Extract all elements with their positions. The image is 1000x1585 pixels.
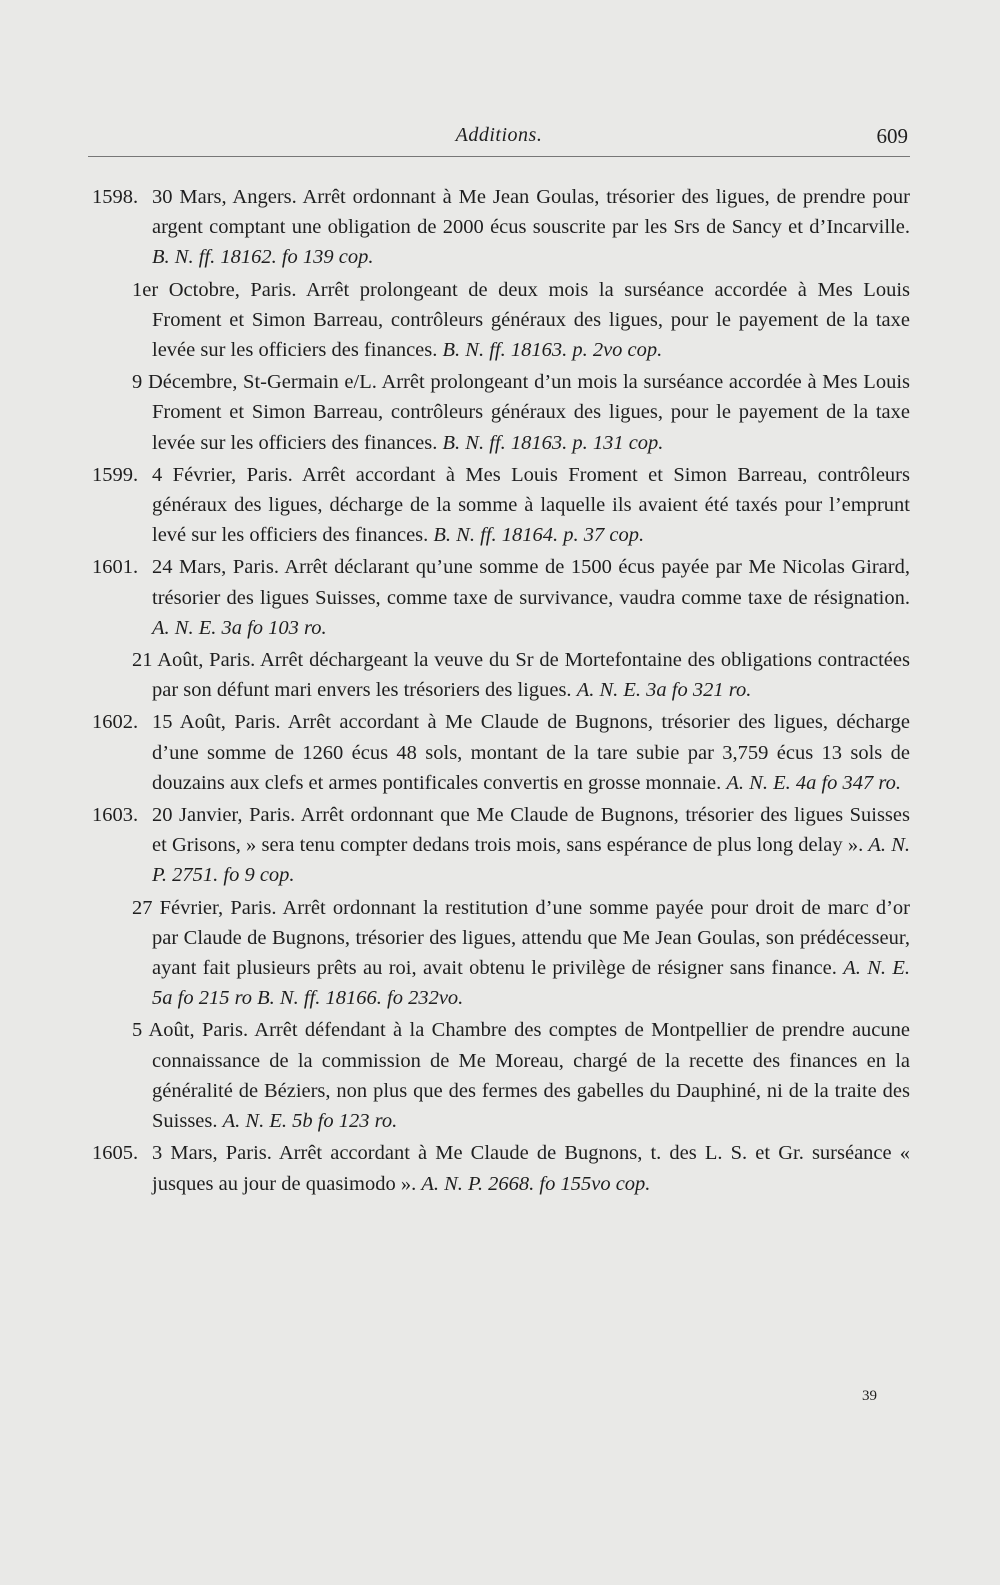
entry-reference: A. N. E. 3a fo 321 ro.: [576, 679, 752, 702]
entry: [92, 182, 910, 273]
entry-reference: B. N. ff. 18163. p. 2vo cop.: [442, 339, 663, 362]
entry: [92, 552, 910, 643]
entry-reference: B. N. ff. 18164. p. 37 cop.: [433, 524, 645, 547]
page-number: 609: [876, 124, 908, 148]
entry-reference: A. N. E. 5a fo 215 ro B. N. ff. 18166. fo 232vo.: [152, 957, 910, 1010]
entry-reference: A. N. E. 4a fo 347 ro.: [726, 771, 902, 794]
page-header: [88, 124, 910, 157]
entry-year: 1603.: [92, 804, 139, 827]
entry-year: 1602.: [92, 711, 139, 734]
entry-text: 27 Février, Paris. Arrêt ordonnant la restitution d’une somme payée pour droit de marc d’or par Claude de Bugnons, trésorier des ligues, attendu que Me Jean Goulas, son prédécesseur, ayant fait plusieurs prêts au roi, avait obtenu le privilège de résigner sans finance.: [132, 896, 910, 980]
entry: [92, 367, 910, 458]
entry-year: 1605.: [92, 1142, 139, 1165]
entry-reference: B. N. ff. 18163. p. 131 cop.: [442, 431, 664, 454]
entry-text: 3 Mars, Paris. Arrêt accordant à Me Claude de Bugnons, t. des L. S. et Gr. surséance « jusques au jour de quasimodo ».: [152, 1142, 910, 1195]
entry-year: 1601.: [92, 556, 139, 579]
entry: [92, 275, 910, 366]
entry: [92, 707, 910, 798]
signature-mark: 39: [862, 1388, 877, 1404]
entry-text: 21 Août, Paris. Arrêt déchargeant la veuve du Sr de Mortefontaine des obligations contractées par son défunt mari envers les trésoriers des ligues.: [132, 649, 910, 702]
entry-text: 20 Janvier, Paris. Arrêt ordonnant que Me Claude de Bugnons, trésorier des ligues Suisses et Grisons, » sera tenu compter dedans trois mois, sans espérance de plus long delay ».: [152, 804, 910, 857]
entry: [92, 460, 910, 551]
entry-text: 4 Février, Paris. Arrêt accordant à Mes Louis Froment et Simon Barreau, contrôleurs généraux des ligues, décharge de la somme à laquelle ils avaient été taxés pour l’emprunt levé sur les officiers des finances.: [152, 463, 910, 547]
entry-reference: B. N. ff. 18162. fo 139 cop.: [152, 246, 374, 269]
entry-text: 5 Août, Paris. Arrêt défendant à la Chambre des comptes de Montpellier de prendre aucune connaissance de la commission de Me Moreau, chargé de la recette des finances en la généralité de Béziers, non plus que des fermes des gabelles du Dauphiné, ni de la traite des Suisses.: [132, 1019, 910, 1133]
entry-year: 1599.: [92, 463, 139, 486]
blank-margin: [0, 1420, 1000, 1585]
entry: [92, 1138, 910, 1198]
entry: [92, 1015, 910, 1136]
entry-reference: A. N. P. 2668. fo 155vo cop.: [421, 1172, 651, 1195]
entry-text: 1er Octobre, Paris. Arrêt prolongeant de deux mois la surséance accordée à Mes Louis Froment et Simon Barreau, contrôleurs généraux des ligues, pour le payement de la taxe levée sur les officiers des finances.: [132, 278, 910, 362]
entry-year: 1598.: [92, 186, 139, 208]
entry-text: 24 Mars, Paris. Arrêt déclarant qu’une somme de 1500 écus payée par Me Nicolas Girard, trésorier des ligues Suisses, comme taxe de survivance, vaudra comme taxe de résignation.: [152, 556, 910, 609]
entry-text: 30 Mars, Angers. Arrêt ordonnant à Me Jean Goulas, trésorier des ligues, de prendre pour argent comptant une obligation de 2000 écus souscrite par les Srs de Sancy et d’Incarville.: [152, 186, 910, 239]
entry-reference: A. N. E. 5b fo 123 ro.: [222, 1110, 398, 1133]
entry: [92, 645, 910, 705]
entry-reference: A. N. P. 2751. fo 9 cop.: [152, 834, 910, 887]
entry-text: 15 Août, Paris. Arrêt accordant à Me Claude de Bugnons, trésorier des ligues, décharge d’une somme de 1260 écus 48 sols, montant de la tare subie par 3,759 écus 13 sols de douzains aux clefs et armes pontificales convertis en grosse monnaie.: [152, 711, 910, 794]
running-title: Additions.: [455, 124, 543, 146]
entry-text: 9 Décembre, St-Germain e/L. Arrêt prolongeant d’un mois la surséance accordée à Mes Louis Froment et Simon Barreau, contrôleurs généraux des ligues, pour le payement de la taxe levée sur les officiers des finances.: [132, 371, 910, 454]
entry: [92, 893, 910, 1014]
entry-reference: A. N. E. 3a fo 103 ro.: [152, 616, 327, 639]
entries-list: [92, 182, 910, 1201]
entry: [92, 800, 910, 891]
